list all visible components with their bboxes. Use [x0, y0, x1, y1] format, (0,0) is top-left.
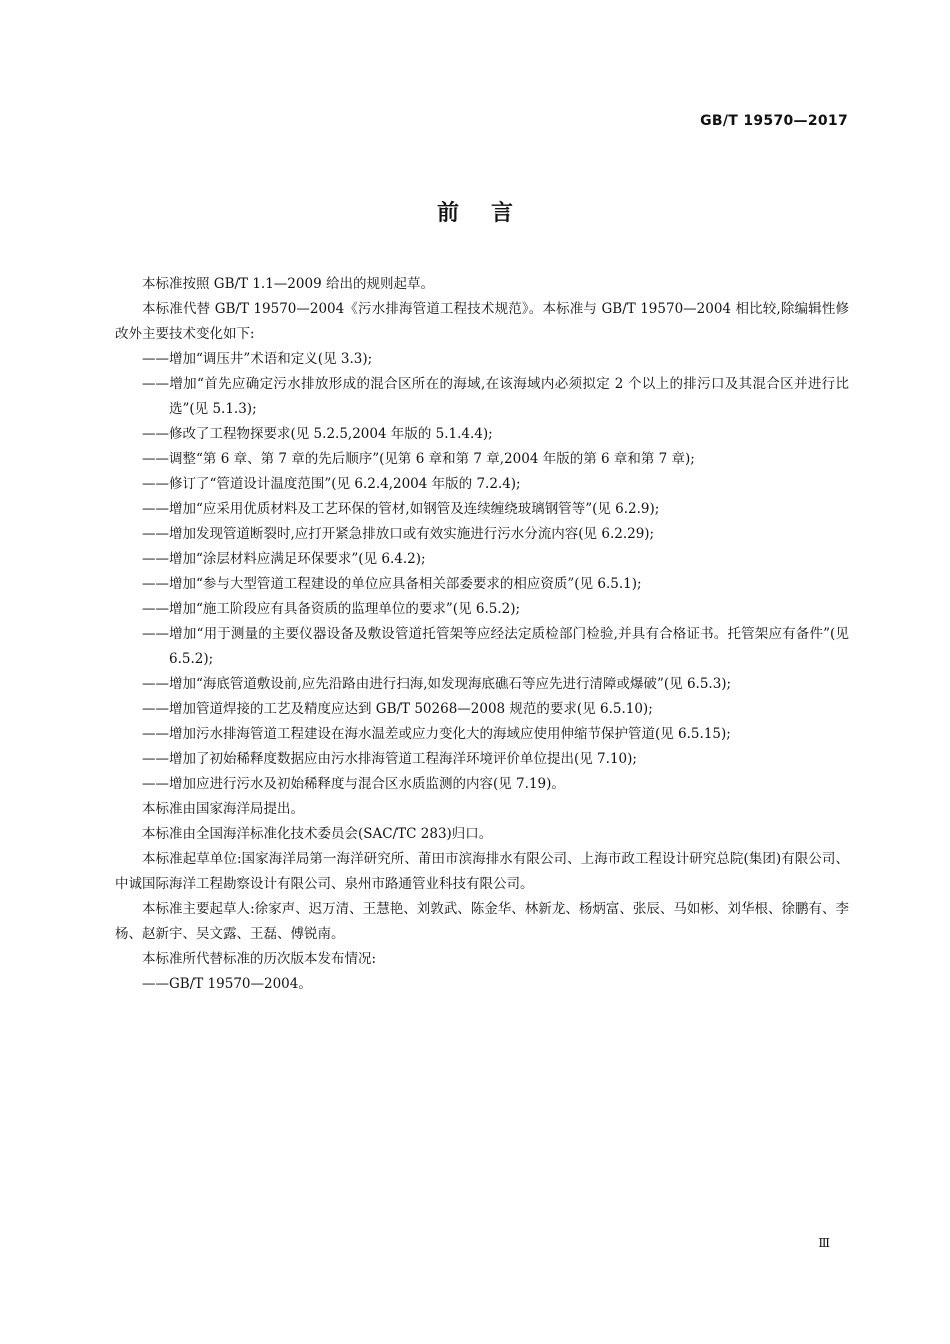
change-item: ——增加“涂层材料应满足环保要求”(见 6.4.2);	[142, 551, 426, 567]
change-item: ——增加了初始稀释度数据应由污水排海管道工程海洋环境评价单位提出(见 7.10);	[142, 751, 637, 767]
paragraph-proposer: 本标准由国家海洋局提出。	[142, 801, 304, 817]
standard-number: GB/T 19570—2017	[700, 113, 848, 129]
page-title: 前言	[436, 201, 545, 226]
change-item: ——增加“应采用优质材料及工艺环保的管材,如钢管及连续缠绕玻璃钢管等”(见 6.2.9);	[142, 501, 660, 517]
paragraph-drafters: 本标准主要起草人:徐家声、迟万清、王慧艳、刘敦武、陈金华、林新龙、杨炳富、张辰、马如彬、刘华根、徐鹏有、李杨、赵新宇、吴文露、王磊、傅锐南。	[115, 901, 849, 942]
paragraph-replacement: 本标准代替 GB/T 19570—2004《污水排海管道工程技术规范》。本标准与 GB/T 19570—2004 相比较,除编辑性修改外主要技术变化如下:	[115, 301, 849, 342]
paragraph-drafting-units: 本标准起草单位:国家海洋局第一海洋研究所、莆田市滨海排水有限公司、上海市政工程设计研究总院(集团)有限公司、中诚国际海洋工程勘察设计有限公司、泉州市路通管业科技有限公司。	[115, 851, 849, 892]
change-item: ——修订了“管道设计温度范围”(见 6.2.4,2004 年版的 7.2.4);	[142, 476, 521, 492]
change-item: ——修改了工程物探要求(见 5.2.5,2004 年版的 5.1.4.4);	[142, 426, 493, 442]
change-item: ——增加“参与大型管道工程建设的单位应具备相关部委要求的相应资质”(见 6.5.1);	[142, 576, 642, 592]
paragraph-version-history: 本标准所代替标准的历次版本发布情况:	[142, 951, 377, 967]
change-item: ——增加“施工阶段应有具备资质的监理单位的要求”(见 6.5.2);	[142, 601, 521, 617]
history-item: ——GB/T 19570—2004。	[142, 976, 312, 992]
change-item: ——增加污水排海管道工程建设在海水温差或应力变化大的海域应使用伸缩节保护管道(见 6.5.15);	[142, 726, 731, 742]
document-body	[115, 272, 849, 997]
change-item: ——增加管道焊接的工艺及精度应达到 GB/T 50268—2008 规范的要求(见 6.5.10);	[142, 701, 653, 717]
change-item: ——增加应进行污水及初始稀释度与混合区水质监测的内容(见 7.19)。	[142, 776, 565, 792]
change-item: ——增加“调压井”术语和定义(见 3.3);	[142, 351, 373, 367]
change-item: ——增加“用于测量的主要仪器设备及敷设管道托管架等应经法定质检部门检验,并具有合格证书。托管架应有备件”(见 6.5.2);	[142, 626, 849, 667]
paragraph-committee: 本标准由全国海洋标准化技术委员会(SAC/TC 283)归口。	[142, 826, 493, 842]
change-item: ——增加“海底管道敷设前,应先沿路由进行扫海,如发现海底礁石等应先进行清障或爆破”(见 6.5.3);	[142, 676, 732, 692]
change-item: ——调整“第 6 章、第 7 章的先后顺序”(见第 6 章和第 7 章,2004 年版的第 6 章和第 7 章);	[142, 451, 695, 467]
change-item: ——增加“首先应确定污水排放形成的混合区所在的海域,在该海域内必须拟定 2 个以上的排污口及其混合区并进行比选”(见 5.1.3);	[142, 376, 849, 417]
change-item: ——增加发现管道断裂时,应打开紧急排放口或有效实施进行污水分流内容(见 6.2.29);	[142, 526, 655, 542]
page-number: Ⅲ	[818, 1236, 830, 1250]
paragraph-drafting-rules: 本标准按照 GB/T 1.1—2009 给出的规则起草。	[142, 276, 434, 292]
